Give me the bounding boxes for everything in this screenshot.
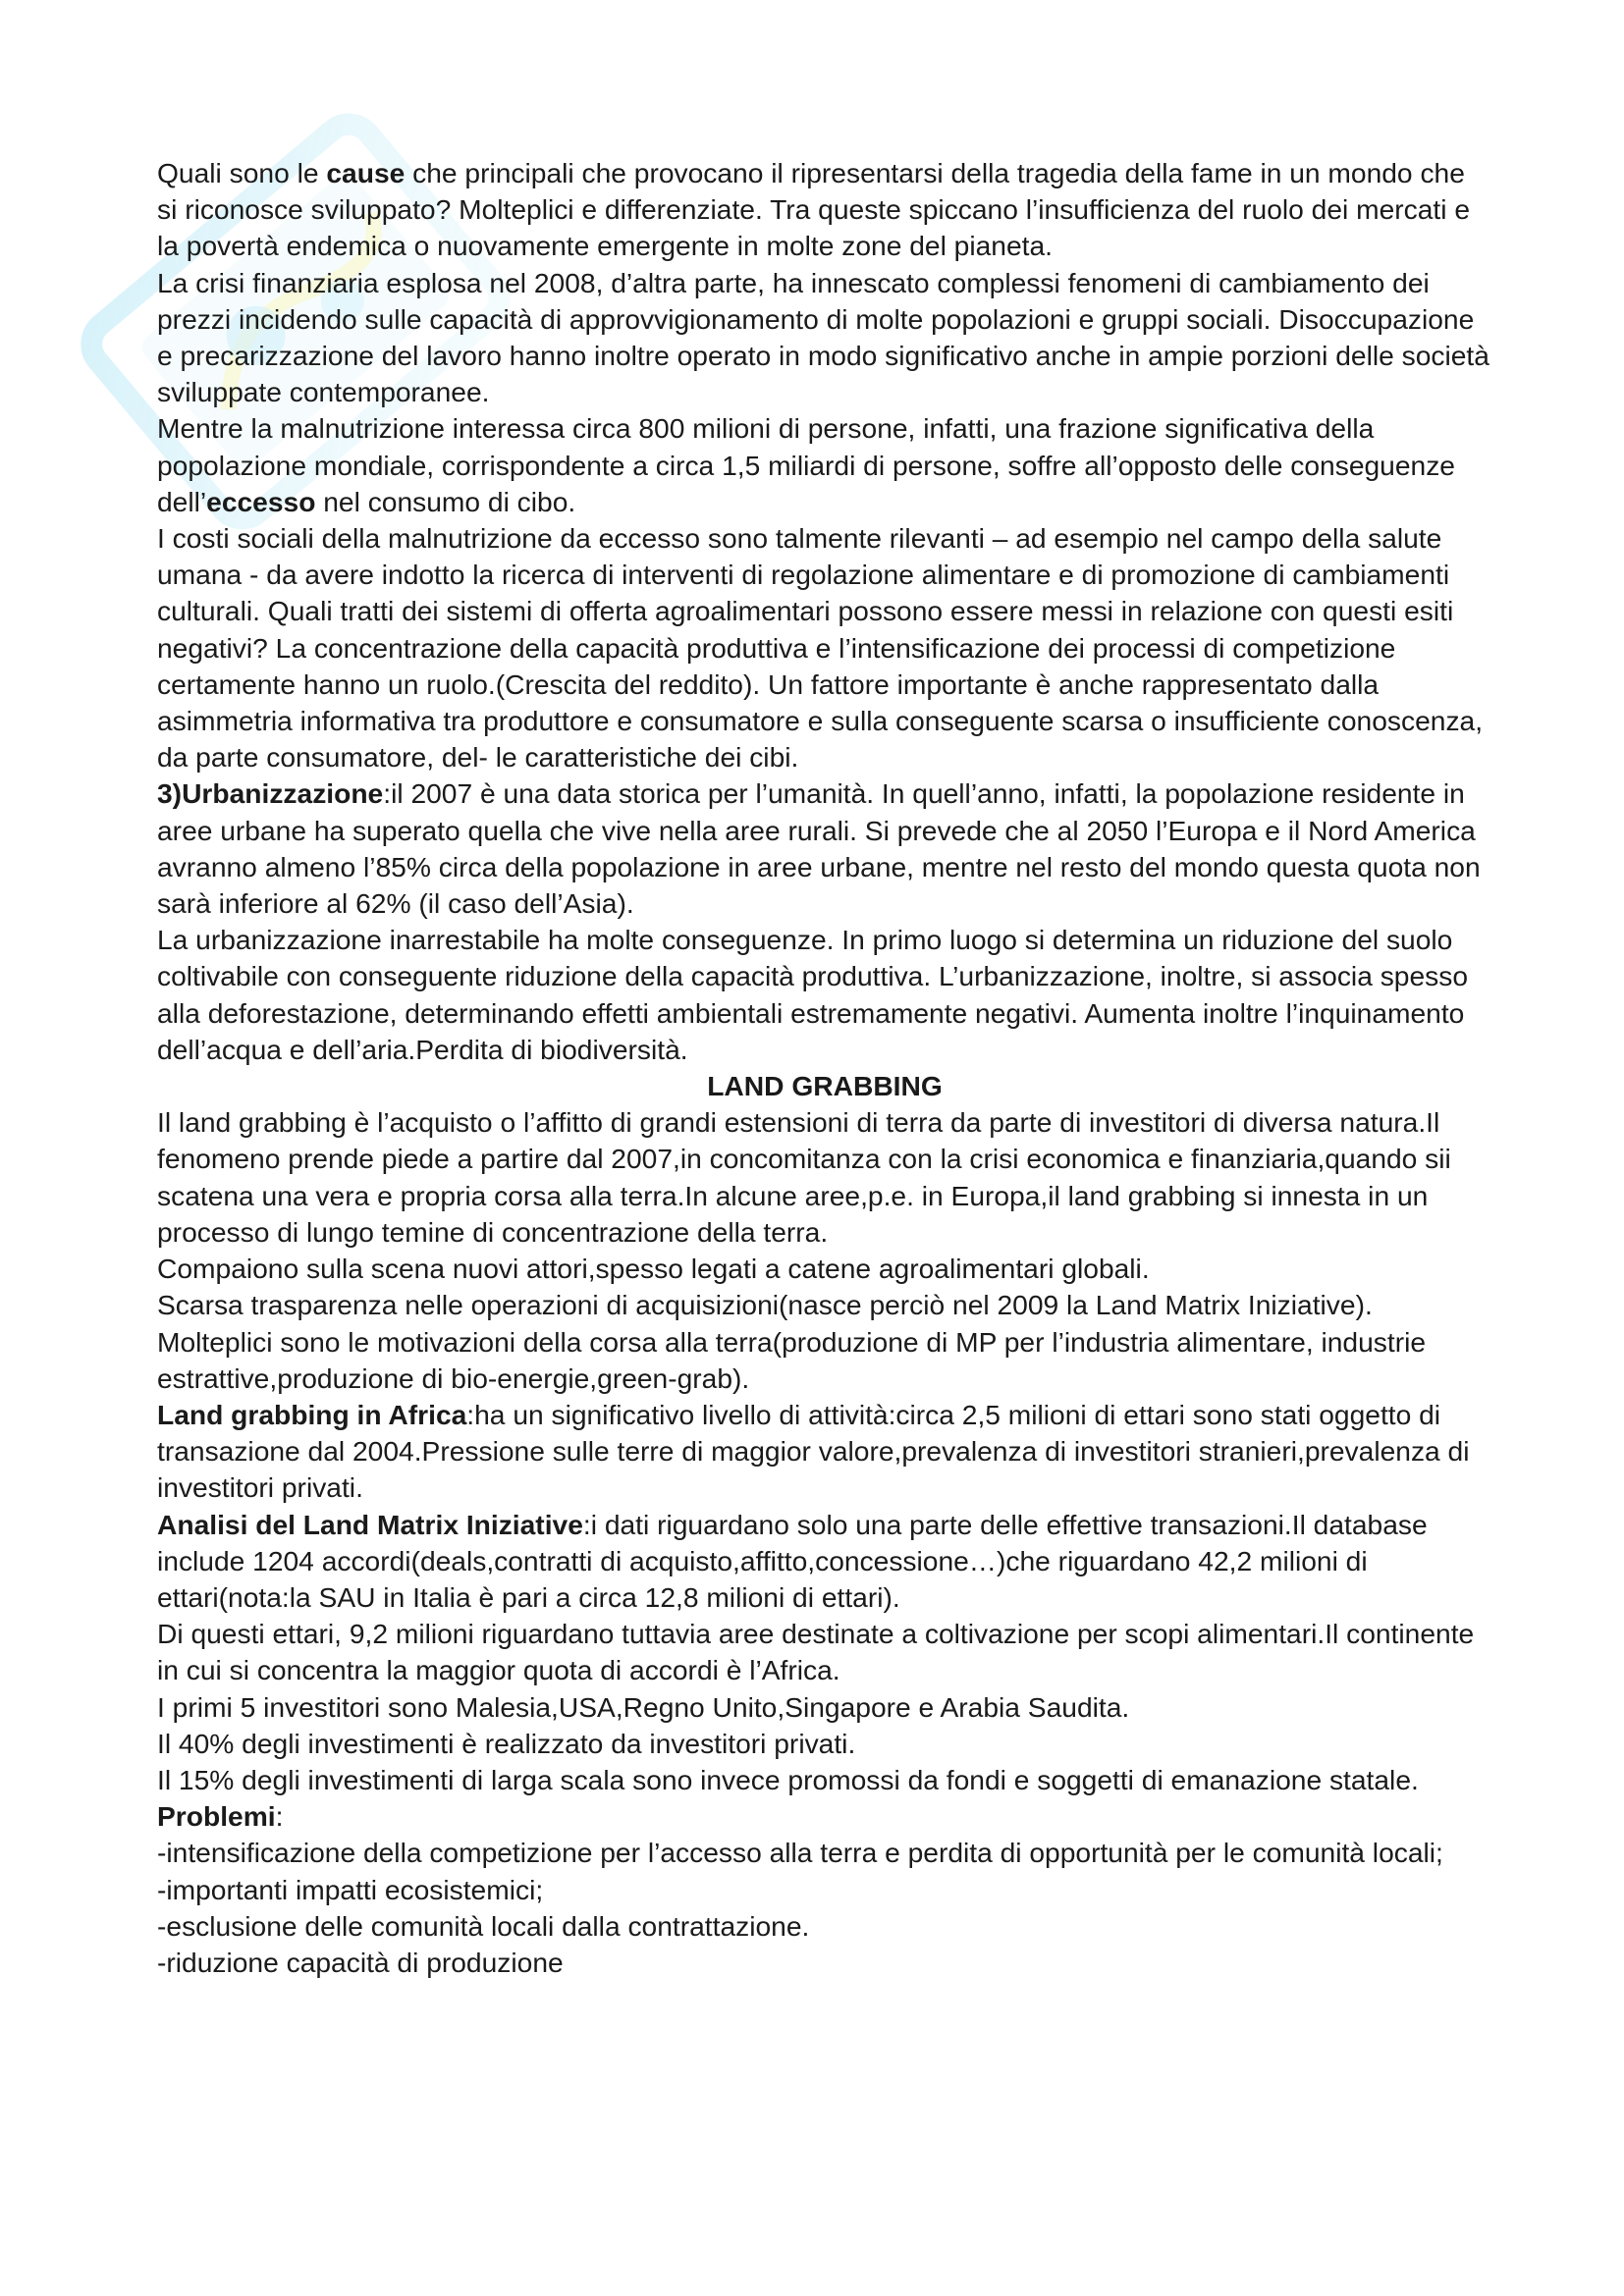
list-item: -importanti impatti ecosistemici; xyxy=(157,1873,544,1905)
paragraph-land-matrix-analysis xyxy=(157,1507,1492,1617)
paragraph-causes xyxy=(157,155,1492,265)
text-span: :il 2007 è una data storica per l’umanità. In quell’anno, infatti, la popolazione residente in aree urbane ha superato quella che vive nella aree rurali. Si prevede che al 2050 l’Europa e il Nord America avranno almeno l’85% circa della popolazione in aree urbane, mentre nel resto del mondo questa quota non sarà inferiore al 62% (il caso dell’Asia). xyxy=(157,777,1481,920)
paragraph-transparency: Scarsa trasparenza nelle operazioni di acquisizioni(nasce perciò nel 2009 la Land Matrix Iniziative). xyxy=(157,1289,1373,1321)
section-heading-land-grabbing: LAND GRABBING xyxy=(707,1070,943,1102)
paragraph-motivations: Molteplici sono le motivazioni della corsa alla terra(produzione di MP per l’industria alimentare, industrie estrattive,produzione di bio-energie,green-grab). xyxy=(157,1325,1427,1394)
problems-heading xyxy=(157,1798,1492,1835)
paragraph-private-investments: Il 40% degli investimenti è realizzato da investitori privati. xyxy=(157,1727,856,1759)
paragraph-urbanization-consequences: La urbanizzazione inarrestabile ha molte conseguenze. In primo luogo si determina un riduzione del suolo coltivabile con conseguente riduzione della capacità produttiva. L’urbanizzazione, inoltre, si associa spesso alla deforestazione, determinando effetti ambientali estremamente negativi. Aumenta inoltre l’inquinamento dell’acqua e dell’aria.Perdita di biodiversità. xyxy=(157,924,1469,1065)
bold-term-eccesso: eccesso xyxy=(206,485,316,517)
paragraph-new-actors: Compaiono sulla scena nuovi attori,spesso legati a catene agroalimentari globali. xyxy=(157,1253,1150,1285)
paragraph-social-costs: I costi sociali della malnutrizione da eccesso sono talmente rilevanti – ad esempio nel campo della salute umana - da avere indotto la ricerca di interventi di regolazione alimentare e di promozione di cambiamenti culturali. Quali tratti dei sistemi di offerta agroalimentari possono essere messi in relazione con questi esiti negativi? La concentrazione della capacità produttiva e l’intensificazione dei processi di competizione certamente hanno un ruolo.(Crescita del reddito). Un fattore importante è anche rappresentato dalla asimmetria informativa tra produttore e consumatore e sulla conseguente scarsa o insufficiente conoscenza, da parte consumatore, del- le caratteristiche dei cibi. xyxy=(157,522,1484,774)
bold-term-problemi: Problemi xyxy=(157,1800,276,1833)
paragraph-urbanization xyxy=(157,775,1492,922)
problems-list xyxy=(157,1835,1492,1981)
text-span: :ha un significativo livello di attività:circa 2,5 milioni di ettari sono stati oggetto di transazione dal 2004.Pressione sulle terre di maggior valore,prevalenza di investitori stranieri,prevalenza di investitori privati. xyxy=(157,1398,1470,1504)
text-span: Mentre la malnutrizione interessa circa 800 milioni di persone, infatti, una frazione significativa della popolazione mondiale, corrispondente a circa 1,5 miliardi di persone, soffre all’opposto delle conseguenze dell’ xyxy=(157,412,1455,517)
paragraph-malnutrition xyxy=(157,410,1492,520)
text-span: che principali che provocano il ripresentarsi della tragedia della fame in un mondo che si riconosce sviluppato? Molteplici e differenziate. Tra queste spiccano l’insufficienza del ruolo dei mercati e la povertà endemica o nuovamente emergente in molte zone del pianeta. xyxy=(157,157,1471,262)
bold-term-urbanizzazione: 3)Urbanizzazione xyxy=(157,777,384,810)
document-body xyxy=(157,155,1492,1981)
text-span: : xyxy=(275,1800,284,1833)
bold-term-land-matrix: Analisi del Land Matrix Iniziative xyxy=(157,1508,583,1540)
bold-term-cause: cause xyxy=(326,157,406,188)
paragraph-financial-crisis: La crisi finanziaria esplosa nel 2008, d’altra parte, ha innescato complessi fenomeni di cambiamento dei prezzi incidendo sulle capacità di approvvigionamento di molte popolazioni e gruppi sociali. Disoccupazione e precarizzazione del lavoro hanno inoltre operato in modo significativo anche in ampie porzioni delle società sviluppate contemporanee. xyxy=(157,266,1489,408)
text-span: nel consumo di cibo. xyxy=(315,485,576,517)
list-item: -esclusione delle comunità locali dalla contrattazione. xyxy=(157,1909,810,1942)
paragraph-africa xyxy=(157,1397,1492,1507)
text-span: :i dati riguardano solo una parte delle effettive transazioni.Il database include 1204 accordi(deals,contratti di acquisto,affitto,concessione…)che riguardano 42,2 milioni di ettari(nota:la SAU in Italia è pari a circa 12,8 milioni di ettari). xyxy=(157,1508,1428,1613)
bold-term-africa: Land grabbing in Africa xyxy=(157,1398,467,1430)
paragraph-land-grabbing-definition: Il land grabbing è l’acquisto o l’affitto di grandi estensioni di terra da parte di investitori di diversa natura.Il fenomeno prende piede a partire dal 2007,in concomitanza con la crisi economica e finanziaria,quando sii scatena una vera e propria corsa alla terra.In alcune aree,p.e. in Europa,il land grabbing si innesta in un processo di lungo temine di concentrazione della terra. xyxy=(157,1106,1451,1248)
list-item: -riduzione capacità di produzione xyxy=(157,1946,564,1978)
paragraph-top-investors: I primi 5 investitori sono Malesia,USA,Regno Unito,Singapore e Arabia Saudita. xyxy=(157,1690,1130,1723)
paragraph-hectares: Di questi ettari, 9,2 milioni riguardano tuttavia aree destinate a coltivazione per scopi alimentari.Il continente in cui si concentra la maggior quota di accordi è l’Africa. xyxy=(157,1618,1475,1686)
text-span: Quali sono le xyxy=(157,157,327,188)
paragraph-state-investments: Il 15% degli investimenti di larga scala sono invece promossi da fondi e soggetti di emanazione statale. xyxy=(157,1763,1419,1795)
list-item: -intensificazione della competizione per l’accesso alla terra e perdita di opportunità per le comunità locali; xyxy=(157,1837,1443,1869)
